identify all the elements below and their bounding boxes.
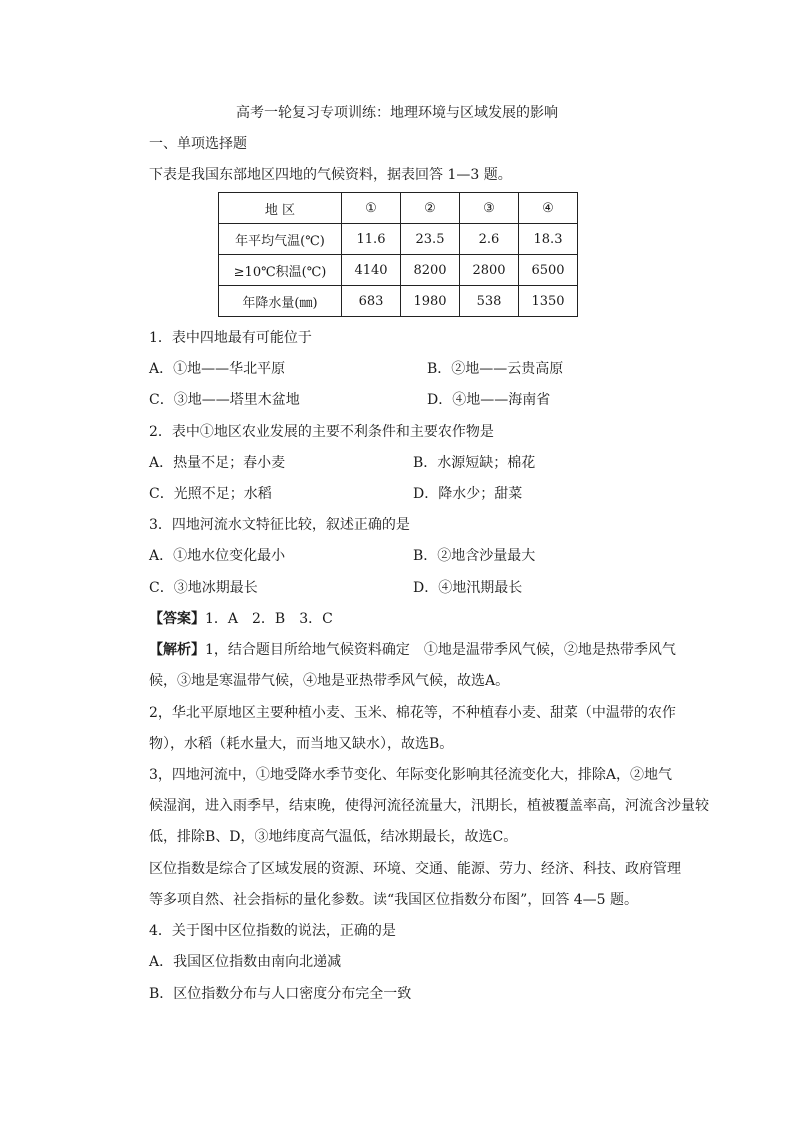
table-cell: 2800 — [460, 255, 519, 286]
analysis-text: 物），水稻（耗水量大，而当地又缺水），故选B。 — [149, 736, 454, 752]
analysis-line — [149, 641, 676, 659]
question-3-option-b: B．②地含沙量最大 — [413, 548, 536, 564]
analysis-text: 候，③地是寒温带气候，④地是亚热带季风气候，故选A。 — [149, 673, 510, 689]
question-1-option-a: A．①地——华北平原 — [149, 361, 286, 377]
answer-label: 【答案】 — [149, 611, 205, 627]
table-header-cell: ② — [401, 193, 460, 224]
question-3-stem: 3．四地河流水文特征比较，叙述正确的是 — [149, 517, 410, 533]
table-cell: 538 — [460, 286, 519, 317]
table-row — [219, 286, 578, 317]
table-row-label: ≥10℃积温(℃) — [219, 255, 342, 286]
question-4-stem: 4．关于图中区位指数的说法，正确的是 — [149, 923, 396, 939]
answer-text: 1．A 2．B 3．C — [205, 611, 333, 627]
table-cell: 18.3 — [519, 224, 578, 255]
table-row-label: 年平均气温(℃) — [219, 224, 342, 255]
table-header-row — [219, 193, 578, 224]
analysis-label: 【解析】 — [149, 642, 205, 658]
table-header-cell: ① — [342, 193, 401, 224]
table-row — [219, 224, 578, 255]
intro-questions-1-3: 下表是我国东部地区四地的气候资料，据表回答 1—3 题。 — [149, 167, 512, 183]
question-3-option-a: A．①地水位变化最小 — [149, 548, 286, 564]
question-1-stem: 1．表中四地最有可能位于 — [149, 330, 312, 346]
question-3-option-d: D．④地汛期最长 — [413, 580, 523, 596]
question-2-stem: 2．表中①地区农业发展的主要不利条件和主要农作物是 — [149, 424, 494, 440]
section-heading: 一、单项选择题 — [149, 136, 247, 152]
table-header-cell: 地 区 — [219, 193, 342, 224]
intro-questions-4-5: 区位指数是综合了区域发展的资源、环境、交通、能源、劳力、经济、科技、政府管理 — [149, 861, 681, 877]
question-1-option-c: C．③地——塔里木盆地 — [149, 392, 300, 408]
question-4-option-a: A．我国区位指数由南向北递减 — [149, 954, 342, 970]
table-cell: 683 — [342, 286, 401, 317]
question-2-option-b: B．水源短缺；棉花 — [413, 455, 536, 471]
table-cell: 1980 — [401, 286, 460, 317]
table-cell: 11.6 — [342, 224, 401, 255]
question-2-option-d: D．降水少；甜菜 — [413, 486, 523, 502]
table-row-label: 年降水量(㎜) — [219, 286, 342, 317]
analysis-text: 3，四地河流中，①地受降水季节变化、年际变化影响其径流变化大，排除A，②地气 — [149, 767, 673, 783]
table-header-cell: ④ — [519, 193, 578, 224]
table-cell: 8200 — [401, 255, 460, 286]
question-2-option-c: C．光照不足；水稻 — [149, 486, 272, 502]
table-cell: 6500 — [519, 255, 578, 286]
question-2-option-a: A．热量不足；春小麦 — [149, 455, 286, 471]
analysis-text: 低，排除B、D，③地纬度高气温低，结冰期最长，故选C。 — [149, 829, 518, 845]
analysis-text: 1，结合题目所给地气候资料确定 ①地是温带季风气候，②地是热带季风气 — [205, 642, 676, 658]
question-3-option-c: C．③地冰期最长 — [149, 580, 258, 596]
climate-table — [218, 192, 578, 317]
intro-questions-4-5: 等多项自然、社会指标的量化参数。读“我国区位指数分布图”，回答 4—5 题。 — [149, 892, 639, 908]
table-cell: 1350 — [519, 286, 578, 317]
answer-line — [149, 610, 333, 628]
question-1-option-b: B．②地——云贵高原 — [427, 361, 564, 377]
analysis-text: 2，华北平原地区主要种植小麦、玉米、棉花等，不种植春小麦、甜菜（中温带的农作 — [149, 705, 676, 721]
question-1-option-d: D．④地——海南省 — [427, 392, 551, 408]
table-cell: 23.5 — [401, 224, 460, 255]
table-row — [219, 255, 578, 286]
table-cell: 2.6 — [460, 224, 519, 255]
table-header-cell: ③ — [460, 193, 519, 224]
analysis-text: 候湿润，进入雨季早，结束晚，使得河流径流量大，汛期长，植被覆盖率高，河流含沙量较 — [149, 798, 709, 814]
document-title: 高考一轮复习专项训练：地理环境与区域发展的影响 — [236, 105, 558, 121]
table-cell: 4140 — [342, 255, 401, 286]
question-4-option-b: B．区位指数分布与人口密度分布完全一致 — [149, 986, 412, 1002]
